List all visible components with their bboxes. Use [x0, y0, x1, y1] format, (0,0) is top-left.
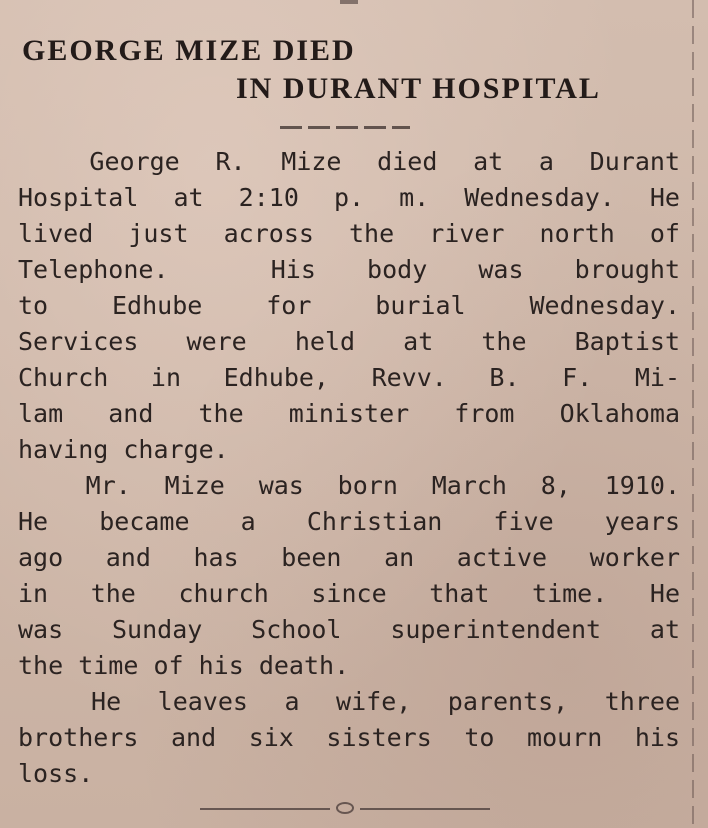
article-line: Services were held at the Baptist [18, 327, 680, 356]
top-print-mark [340, 0, 358, 4]
article-line: George R. Mize died at a Durant [18, 147, 680, 176]
ornament-bar-right [360, 808, 490, 810]
article-line: Telephone. His body was brought [18, 255, 680, 284]
article-line: was Sunday School superintendent at [18, 615, 680, 644]
article-line: He became a Christian five years [18, 507, 680, 536]
column-rule [692, 0, 694, 828]
article-line: having charge. [18, 435, 229, 464]
article-line: the time of his death. [18, 651, 350, 680]
article-line: to Edhube for burial Wednesday. [18, 291, 680, 320]
article-line: lam and the minister from Oklahoma [18, 399, 680, 428]
article-line: He leaves a wife, parents, three [18, 687, 680, 716]
article-line: brothers and six sisters to mourn his [18, 723, 680, 752]
article-line: in the church since that time. He [18, 579, 680, 608]
article-line: loss. [18, 759, 94, 788]
article-line: Mr. Mize was born March 8, 1910. [18, 471, 680, 500]
ornament-bar-left [200, 808, 330, 810]
headline-line-1: GEORGE MIZE DIED [22, 34, 356, 67]
headline-line-2: IN DURANT HOSPITAL [236, 72, 601, 105]
article-body [18, 144, 680, 792]
end-ornament [200, 800, 490, 816]
article-line: Hospital at 2:10 p. m. Wednesday. He [18, 183, 680, 212]
article-line: Church in Edhube, Revv. B. F. Mi- [18, 363, 680, 392]
article-line: ago and has been an active worker [18, 543, 680, 572]
ornament-knot [336, 802, 354, 814]
article-line: lived just across the river north of [18, 219, 680, 248]
headline-divider [280, 126, 410, 129]
